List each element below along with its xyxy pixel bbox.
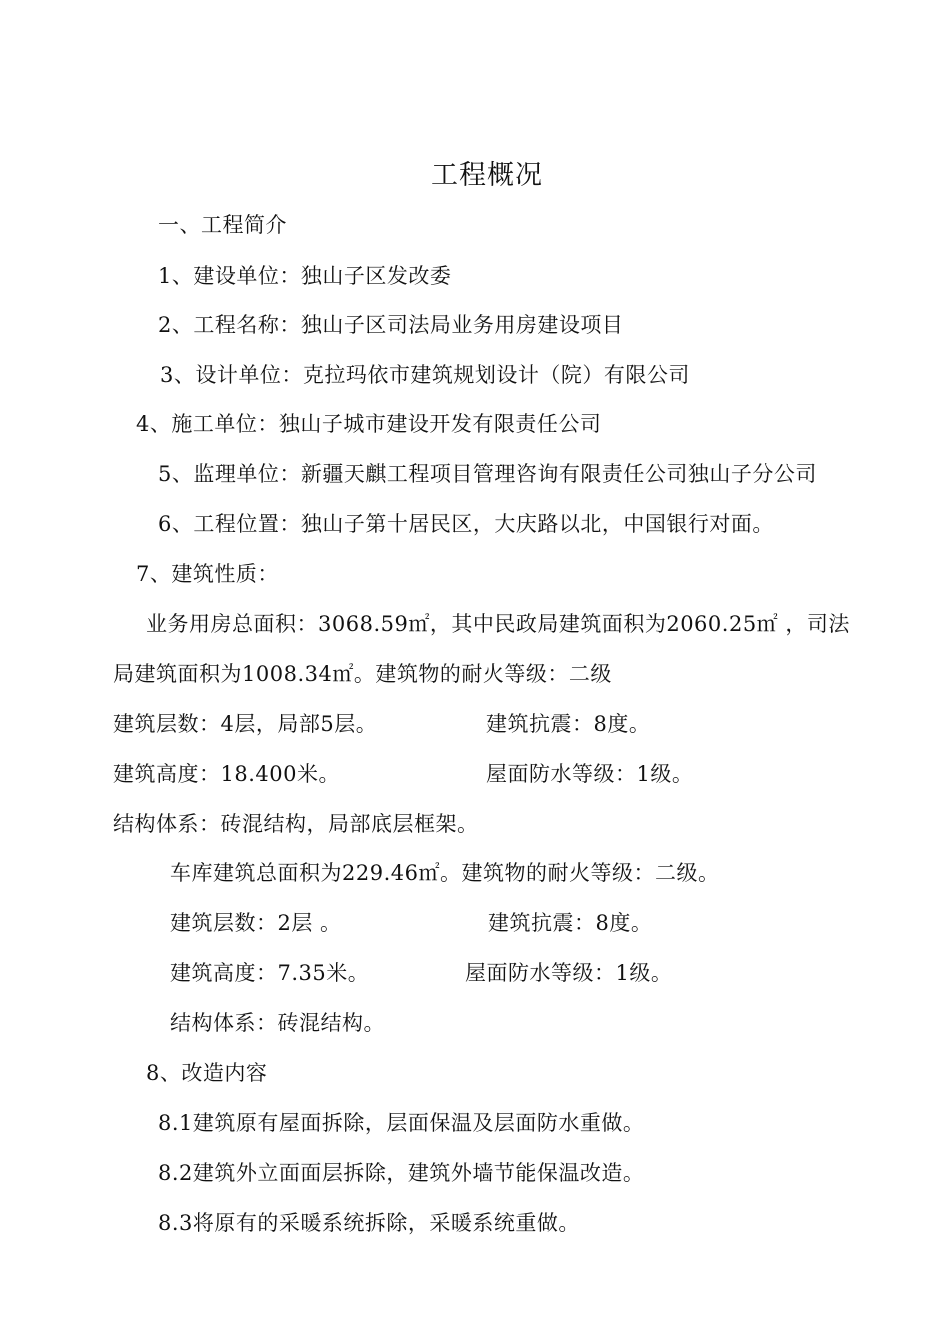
garage-seismic: 建筑抗震：8度。 — [488, 911, 653, 935]
section-heading-renovation: 8、改造内容 — [146, 1061, 268, 1085]
business-floors: 建筑层数：4层，局部5层。 — [113, 712, 378, 736]
item-location: 6、工程位置：独山子第十居民区，大庆路以北，中国银行对面。 — [158, 512, 774, 536]
garage-structure: 结构体系：砖混结构。 — [170, 1011, 385, 1035]
renovation-item-facade: 8.2建筑外立面面层拆除，建筑外墙节能保温改造。 — [158, 1161, 645, 1185]
garage-area: 车库建筑总面积为229.46㎡。建筑物的耐火等级：二级。 — [170, 861, 720, 885]
item-project-name: 2、工程名称：独山子区司法局业务用房建设项目 — [158, 313, 624, 337]
item-supervisor: 5、监理单位：新疆天麒工程项目管理咨询有限责任公司独山子分公司 — [158, 462, 817, 486]
business-height: 建筑高度：18.400米。 — [113, 762, 340, 786]
garage-floors: 建筑层数：2层 。 — [170, 911, 342, 935]
item-designer: 3、设计单位：克拉玛依市建筑规划设计（院）有限公司 — [160, 363, 690, 387]
business-waterproof: 屋面防水等级：1级。 — [486, 762, 694, 786]
item-building-nature: 7、建筑性质： — [136, 562, 279, 586]
business-area-line1: 业务用房总面积：3068.59㎡，其中民政局建筑面积为2060.25㎡ ，司法 — [146, 612, 850, 636]
business-seismic: 建筑抗震：8度。 — [486, 712, 651, 736]
business-structure: 结构体系：砖混结构，局部底层框架。 — [113, 812, 479, 836]
page-title: 工程概况 — [431, 160, 543, 191]
item-owner: 1、建设单位：独山子区发改委 — [158, 264, 452, 288]
renovation-item-heating: 8.3将原有的采暖系统拆除，采暖系统重做。 — [158, 1211, 580, 1235]
garage-height: 建筑高度：7.35米。 — [170, 961, 370, 985]
section-heading-intro: 一、工程简介 — [158, 213, 287, 237]
business-area-line2: 局建筑面积为1008.34㎡。建筑物的耐火等级：二级 — [113, 662, 612, 686]
garage-waterproof: 屋面防水等级：1级。 — [465, 961, 673, 985]
item-contractor: 4、施工单位：独山子城市建设开发有限责任公司 — [136, 412, 602, 436]
renovation-item-roof: 8.1建筑原有屋面拆除，层面保温及层面防水重做。 — [158, 1111, 645, 1135]
